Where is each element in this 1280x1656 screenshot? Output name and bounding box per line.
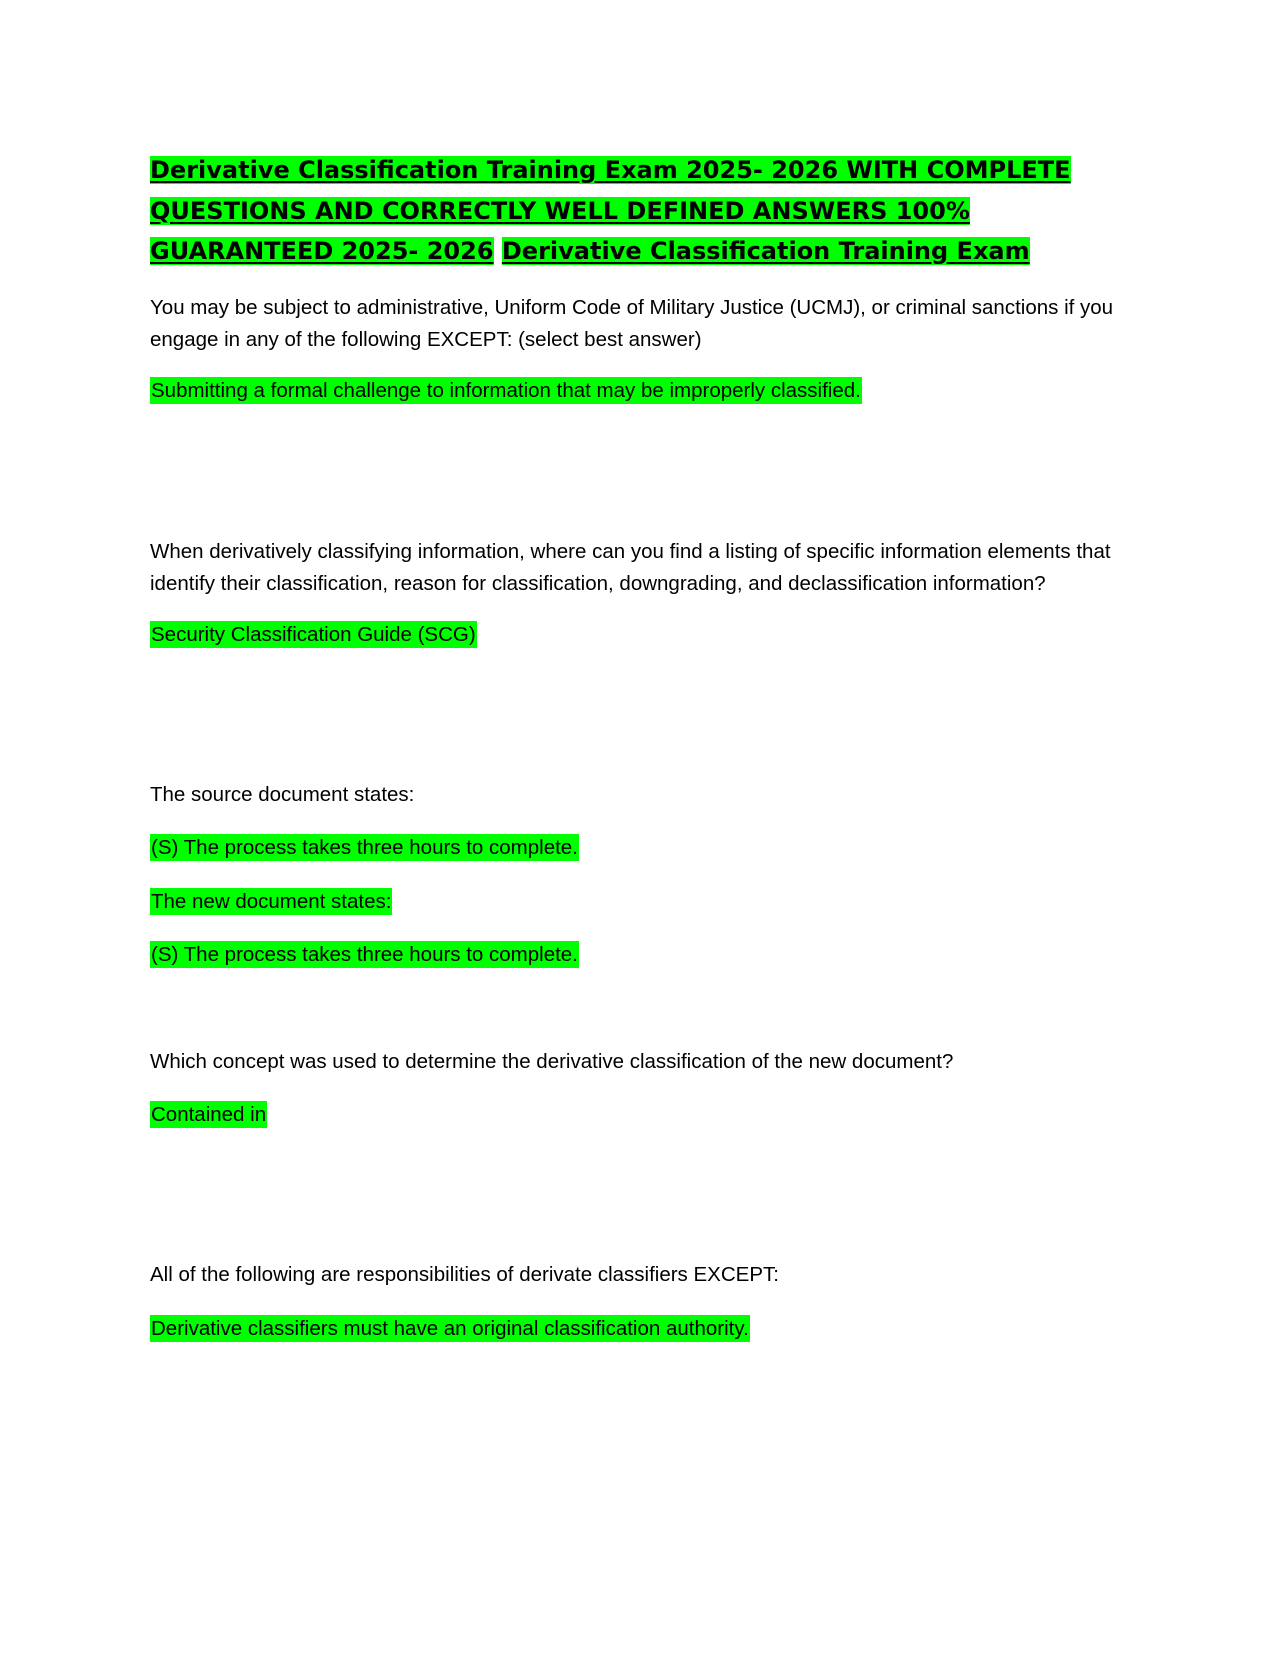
answer-3a: (S) The process takes three hours to complete. bbox=[151, 836, 578, 859]
answer-1: Submitting a formal challenge to information that may be improperly classified. bbox=[151, 379, 861, 402]
answer-4: Contained in bbox=[151, 1103, 267, 1126]
answer-3b: The new document states: bbox=[151, 890, 392, 913]
question-2: When derivatively classifying information, where can you find a listing of specific information elements that identify their classification, reason for classification, downgrading, and declassification information? bbox=[150, 540, 1111, 595]
title-part-2: Derivative Classification Training Exam bbox=[501, 237, 1030, 265]
answer-5: Derivative classifiers must have an original classification authority. bbox=[151, 1317, 749, 1340]
question-1: You may be subject to administrative, Uniform Code of Military Justice (UCMJ), or criminal sanctions if you engage in any of the following EXCEPT: (select best answer) bbox=[150, 296, 1114, 351]
question-3: The source document states: bbox=[150, 783, 415, 806]
answer-2: Security Classification Guide (SCG) bbox=[151, 623, 476, 646]
question-5: All of the following are responsibilities of derivate classifiers EXCEPT: bbox=[150, 1263, 779, 1286]
document-title bbox=[150, 150, 1130, 272]
question-4: Which concept was used to determine the derivative classification of the new document? bbox=[150, 1050, 954, 1073]
title-part-1: Derivative Classification Training Exam 2025- 2026 WITH COMPLETE QUESTIONS AND CORRECTLY WELL DEFINED ANSWERS 100% GUARANTEED 2025- 2026 bbox=[150, 156, 1071, 265]
answer-3c: (S) The process takes three hours to complete. bbox=[151, 943, 578, 966]
